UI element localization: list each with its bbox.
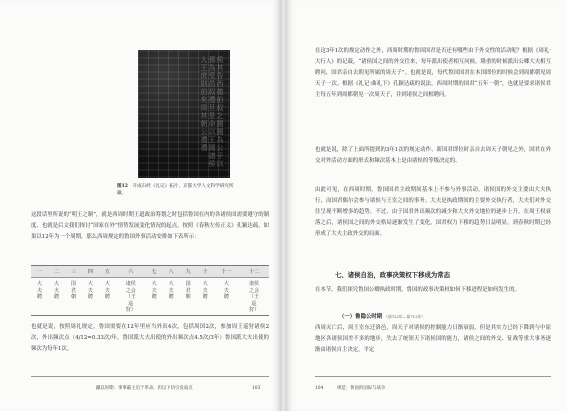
table-cell [146, 278, 163, 316]
table-cell [48, 278, 65, 316]
table-cell-text: 大夫聘 [151, 281, 157, 300]
table-cell-text: 大夫聘 [223, 281, 229, 300]
footer-divider [315, 376, 551, 377]
table-header-cell: 七 [146, 266, 163, 278]
table-cell [99, 278, 116, 316]
subsection-heading [339, 312, 425, 320]
table-cell-text: 大夫聘 [202, 281, 208, 300]
table-cell [65, 278, 82, 316]
subsection-years: （前722年—前712年） [384, 314, 426, 319]
table-cell [116, 278, 146, 316]
table-cell [239, 278, 269, 316]
table-cell [214, 278, 240, 316]
court-visit-table [31, 265, 269, 316]
right-running-footer: 规范：鲁国的国际与战争 [337, 386, 386, 391]
right-page-number: 104 [315, 386, 324, 391]
section-heading: 七、诸侯自治，政事决策权下移成为常态 [335, 271, 451, 279]
right-paragraph-5: 西周灭亡后，周王室东迁洛邑，周天子对诸侯的控制能力日渐衰弱，但是其实力已经下降到与中原地区各诸侯国差不多的地步，失去了统领天下诸侯国的能力，诸侯之间的外交、征战等重大事务逐渐由诸侯自主决定，平定 [315, 325, 551, 353]
table-header-cell: 四 [82, 266, 99, 278]
table-header-cell: 一 [31, 266, 48, 278]
table-cell-text: 国君朝 [185, 281, 191, 300]
stele-inscription: 侯其告西德伯叔之國國為公子以孫為受邑叔禮旦是命以王國諸侯人王庶則伯矣周其朝公禮禮 [200, 56, 224, 168]
table-cell [82, 278, 99, 316]
figure-label: 图12 [117, 184, 128, 189]
table-cell-text: 大夫聘 [168, 281, 174, 300]
right-paragraph-2: 也就是说，除了上面所提到的3年1次的规定动作、新国君即位时亲自去周天子朝见之外，国君在外交对外活动方面的形式和频次基本上是由诸侯的等级决定的。 [315, 147, 551, 164]
table-header-cell: 八 [163, 266, 180, 278]
right-paragraph-3: 由此可见，在西周时期，鲁国国君主政期间基本上不参与外事活动，诸侯国的外交主要由大夫执行，而国君偶尔会参与诸侯与王室之间的事务。大夫是执政期间的主要外交执行者，大夫们对外交往呈现不断增多的趋势。不过，由于国君外出频次的减少和大夫外交地位的逐步上升，在周王权衰落之后，诸侯国之间的外交格局逐渐发生了变化，国君权力下移的趋势日益明显，到春秋时期已经形成了大夫主政外交的局面。 [315, 187, 551, 237]
table-cell [31, 278, 48, 316]
table-header-cell: 十 [197, 266, 214, 278]
table-cell-text: 诸侯之会（王巡狩） [249, 281, 260, 313]
table-cell-text: 国君朝 [70, 281, 76, 300]
table-cell-text: 大夫聘 [104, 281, 110, 300]
figure-caption-text: 开成石经《礼记》拓片，京都大学人文科学研究所藏。 [117, 184, 234, 196]
right-page [287, 0, 567, 411]
table-cell-text: 大夫聘 [36, 281, 42, 300]
table-header-cell: 九 [180, 266, 197, 278]
table-header-cell: 五 [99, 266, 116, 278]
book-gutter [280, 0, 287, 411]
table-cell [163, 278, 180, 316]
table-header-cell: 三 [65, 266, 82, 278]
table-cell-text: 大夫聘 [53, 281, 59, 300]
left-page-number: 103 [252, 386, 261, 391]
table-header-cell: 十一 [214, 266, 240, 278]
table-cell [197, 278, 214, 316]
table-cell-text: 大夫聘 [87, 281, 93, 300]
subsection-title: （一）鲁隐公时期 [339, 314, 383, 320]
table-cell [180, 278, 197, 316]
stele-rubbing-image [138, 50, 230, 178]
table-header-row [31, 266, 269, 278]
figure-caption [117, 183, 237, 197]
right-paragraph-4: 在本节，我们探究鲁国公卿执政时期，鲁国的政事决策权如何下移进程是如何发生的。 [315, 287, 520, 293]
left-paragraph-1: 这段话里所说的“明王之制”，就是西周时期王道政治筹划之时包括鲁国在内的各诸侯国需要遵守的制度，也就是后文我们探讨“国家在外”情势发展变化情况的起点。按照《春秋左传正义》孔颖达疏，如果以12年为一个周期，那么西周规定的鲁国外事活动安排如下表所示： [31, 212, 269, 240]
table-header-cell: 六 [116, 266, 146, 278]
left-paragraph-2: 也就是说，按照周礼规定，鲁国需要在12年里应当外出4次，包括周国2次，参加周王巡狩诸侯2次，外出频次点（4/12=0.33次/年，鲁国派大夫出使的外出频次点4.5次/3年）鲁国派大夫出使的频次为每年1次。 [31, 324, 269, 352]
table-header-cell: 十二 [239, 266, 269, 278]
table-header-cell: 二 [48, 266, 65, 278]
right-paragraph-1: 在这3年1次的规定动作之外，西周时期的鲁国国君是否还有哪些由于外交性的活动呢？根据《周礼·大行人》的记载，“诸侯国之间的外交往来，每年派出使者相互问候，隆重的时候派出公卿大夫相互聘问，国君亲自去朝见所属的周天子”。也就是说，每代鲁国国君在本国即位的时候会到周都朝见周天子一次。根据《礼记·曲礼下》孔颖达疏的说法，西周时期的国君“五年一朝”，也就是要求诸侯君主每五年到周都朝见一次周天子，并到诸侯之间相聘问。 [315, 48, 551, 98]
footer-divider [31, 376, 269, 377]
left-running-footer: 鐵以时期：事事霸主迫于革命，但以下切引发弱点 [96, 386, 193, 391]
table-row [31, 278, 269, 316]
table-cell-text: 诸侯之会（王巡狩） [125, 281, 136, 313]
left-page [0, 0, 280, 411]
